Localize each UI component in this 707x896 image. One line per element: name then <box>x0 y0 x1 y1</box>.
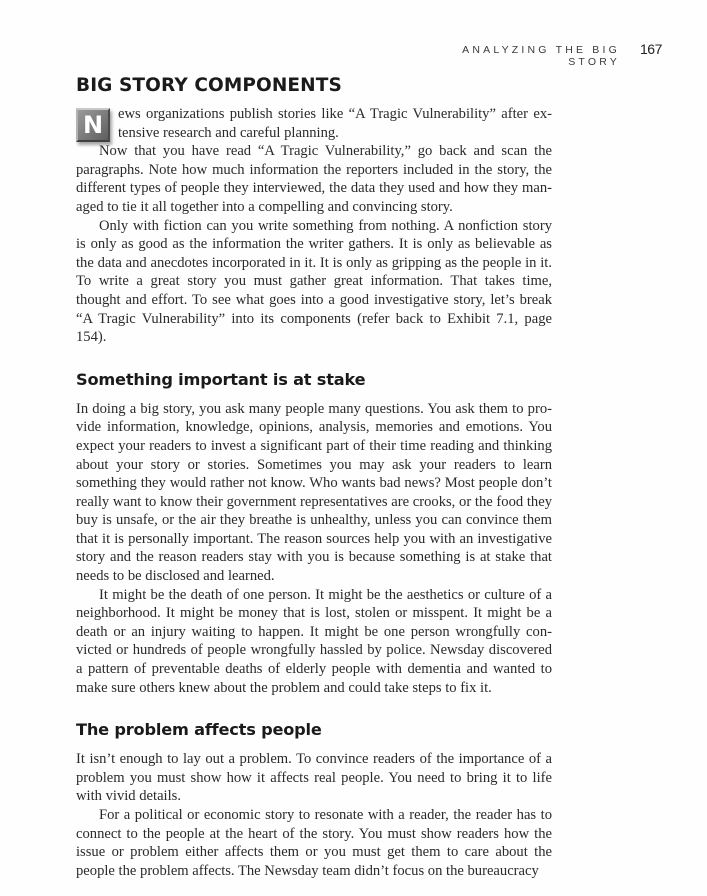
running-head: ANALYZING THE BIG STORY <box>462 44 620 68</box>
subsection-title-stake: Something important is at stake <box>76 369 366 389</box>
body-paragraph: For a political or economic story to resonate with a reader, the reader has to connect to the people at the heart of the story. You must show readers how the issue or problem either affects them or you must get them to care about the people the problem affects. The Newsday team didn’t focus on the bureaucracy <box>76 807 552 879</box>
body-paragraph: It might be the death of one person. It might be the aesthetics or culture of a neighborhood. It might be money that is lost, stolen or misspent. It might be a death or an injury waiting to happen. It might be one person wrongfully convicted or hundreds of people wrongfully hassled by police. Newsday discovered a pattern of preventable deaths of elderly people with dementia and wanted to make sure others knew about the problem and could take steps to fix it. <box>76 586 552 696</box>
page-content <box>76 74 552 880</box>
intro-paragraph <box>76 105 552 142</box>
dropcap-letter: N <box>76 108 110 142</box>
page-number: 167 <box>640 41 662 57</box>
body-paragraph: Now that you have read “A Tragic Vulnerability,” go back and scan the paragraphs. Note how much information the reporters included in the story, the different types of people they interviewed, the data they used and how they managed to tie it all together into a compelling and convincing story. <box>76 143 552 215</box>
intro-paragraph-text: ews organizations publish stories like “A Tragic Vulnerability” after extensive research and careful planning. <box>118 106 552 141</box>
subsection-title-people: The problem affects people <box>76 720 322 740</box>
body-paragraph: In doing a big story, you ask many people many questions. You ask them to provide information, knowledge, opinions, analysis, memories and emotions. You expect your readers to invest a significant part of their time reading and thinking about your story or stories. Sometimes you may ask your readers to learn something they would rather not know. Who wants bad news? Most people don’t really want to know their government representatives are crooks, or the food they buy is unsafe, or the air they breathe is unhealthy, unless you can convince them that it is personally important. The reason sources help you with an investigative story and the reason readers stay with you is because something is at stake that needs to be disclosed and learned. <box>76 400 552 585</box>
body-paragraph: It isn’t enough to lay out a problem. To convince readers of the importance of a problem you must show how it affects real people. You need to bring it to life with vivid details. <box>76 751 552 805</box>
section-title: BIG STORY COMPONENTS <box>76 75 342 96</box>
body-paragraph: Only with fiction can you write something from nothing. A nonfiction story is only as good as the information the writer gathers. It is only as believable as the data and anecdotes incorporated in it. It is only as gripping as the people in it. To write a great story you must gather great information. That takes time, thought and effort. To see what goes into a good investigative story, let’s break “A Tragic Vulnerability” into its components (refer back to Exhibit 7.1, page 154). <box>76 217 552 346</box>
